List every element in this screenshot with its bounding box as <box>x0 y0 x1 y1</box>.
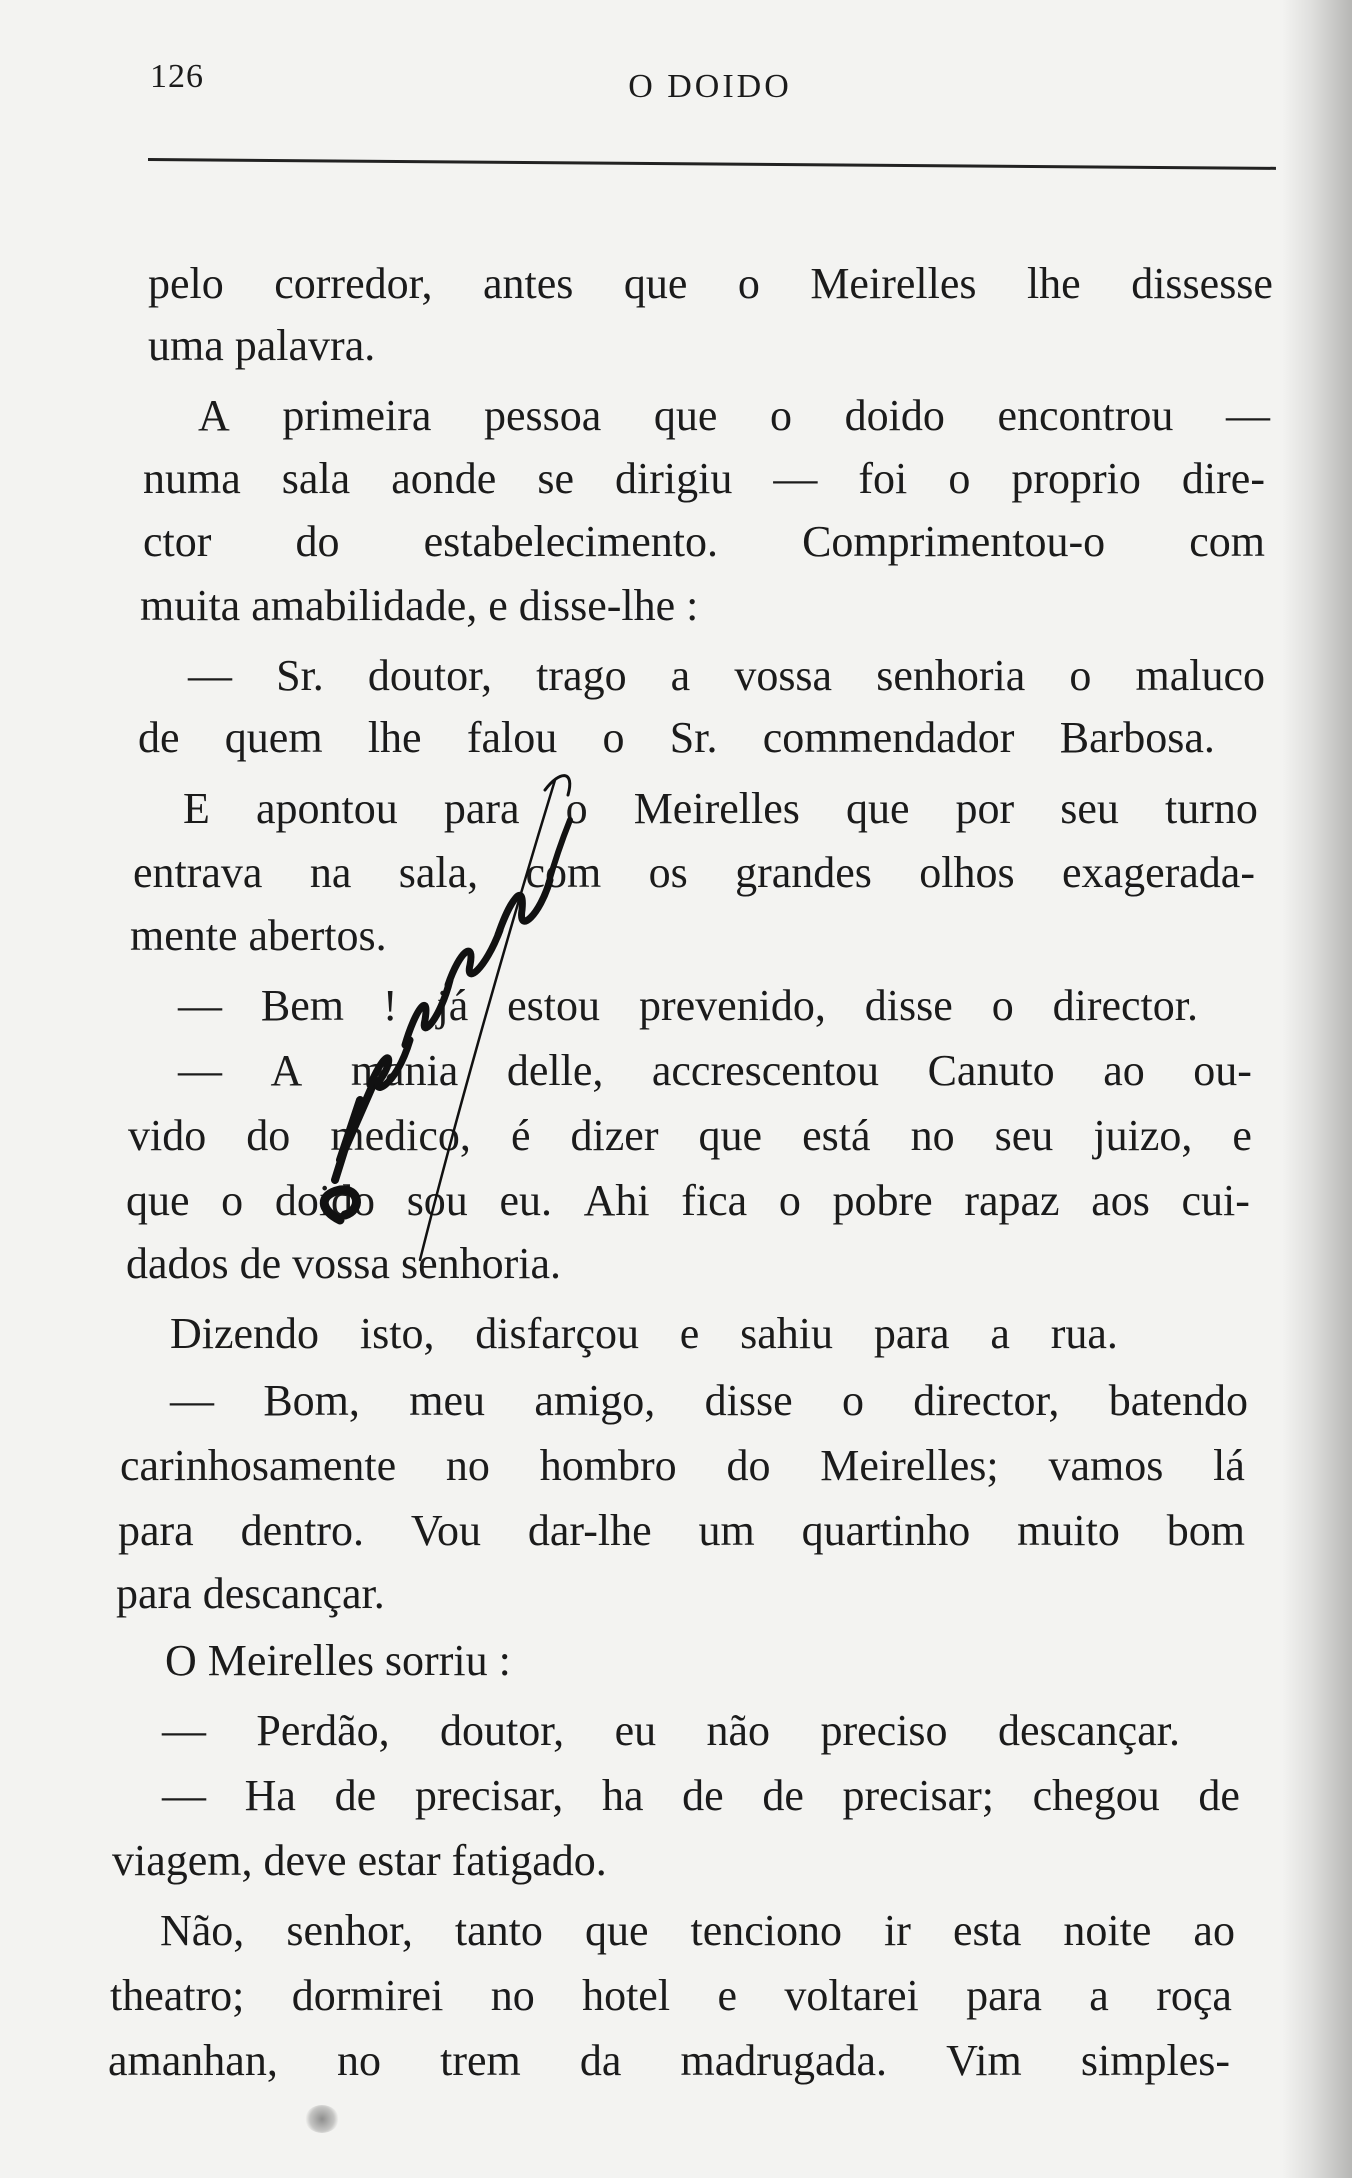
page-number: 126 <box>150 58 204 95</box>
text-line: dados de vossa senhoria. <box>126 1239 562 1288</box>
text-line: A primeira pessoa que o doido encontrou — <box>198 391 1270 440</box>
text-line: para descançar. <box>116 1569 385 1618</box>
text-line: — A mania delle, accrescentou Canuto ao ou- <box>178 1046 1252 1095</box>
text-line: ctor do estabelecimento. Comprimentou-o com <box>143 517 1265 566</box>
text-line: — Bom, meu amigo, disse o director, batendo <box>170 1376 1248 1425</box>
text-line: Dizendo isto, disfarçou e sahiu para a rua. <box>170 1309 1118 1358</box>
text-line: theatro; dormirei no hotel e voltarei para a roça <box>110 1971 1232 2020</box>
text-line: carinhosamente no hombro do Meirelles; vamos lá <box>120 1441 1245 1490</box>
text-line: pelo corredor, antes que o Meirelles lhe dissesse <box>148 259 1273 308</box>
text-line: — Perdão, doutor, eu não preciso descançar. <box>162 1706 1180 1755</box>
text-line: Não, senhor, tanto que tenciono ir esta noite ao <box>160 1906 1235 1955</box>
text-line: — Sr. doutor, trago a vossa senhoria o maluco <box>188 651 1265 700</box>
text-line: que o doido sou eu. Ahi fica o pobre rapaz aos cui- <box>126 1176 1250 1225</box>
text-line: vido do medico, é dizer que está no seu juizo, e <box>128 1111 1252 1160</box>
text-line: — Bem ! já estou prevenido, disse o director. <box>178 981 1198 1030</box>
running-title: O DOIDO <box>628 68 792 105</box>
text-line: de quem lhe falou o Sr. commendador Barbosa. <box>138 713 1215 762</box>
text-line: viagem, deve estar fatigado. <box>112 1836 607 1885</box>
handwritten-signature <box>300 740 590 1300</box>
text-line: numa sala aonde se dirigiu — foi o proprio dire- <box>143 454 1265 503</box>
text-line: O Meirelles sorriu : <box>165 1636 511 1685</box>
ink-spot <box>305 2105 339 2133</box>
text-line: mente abertos. <box>130 911 387 960</box>
text-line: muita amabilidade, e disse-lhe : <box>140 581 699 630</box>
text-line: E apontou para o Meirelles que por seu turno <box>183 784 1258 833</box>
text-line: para dentro. Vou dar-lhe um quartinho muito bom <box>118 1506 1245 1555</box>
text-line: entrava na sala, com os grandes olhos exagerada- <box>133 848 1255 897</box>
text-line: uma palavra. <box>148 321 376 370</box>
text-line: — Ha de precisar, ha de de precisar; chegou de <box>162 1771 1240 1820</box>
text-line: amanhan, no trem da madrugada. Vim simples- <box>108 2036 1230 2085</box>
